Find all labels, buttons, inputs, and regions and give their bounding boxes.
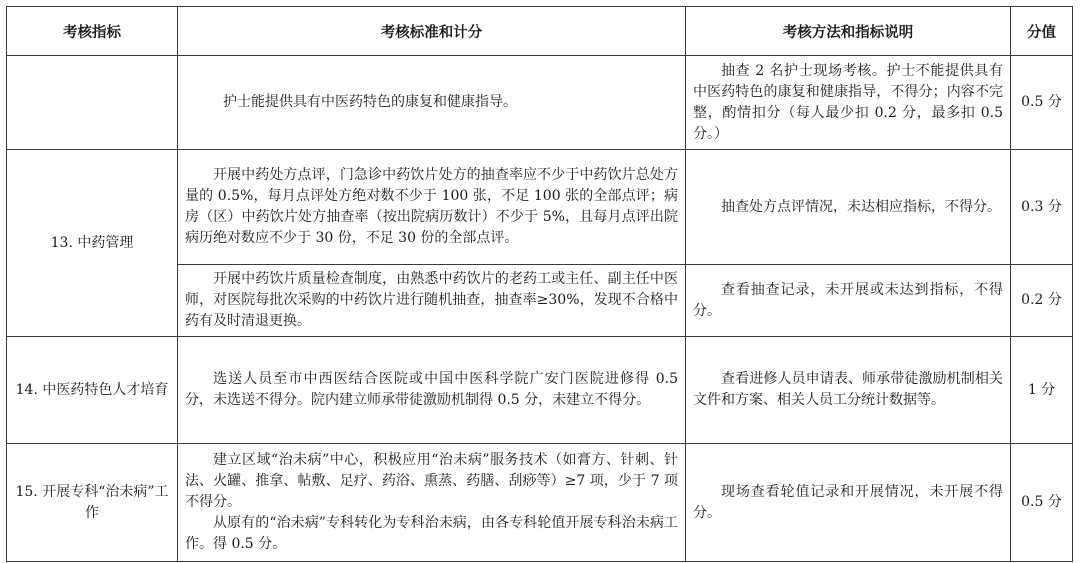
standard-cell xyxy=(178,337,686,444)
score-cell: 0.5 分 xyxy=(1011,56,1073,150)
table-row xyxy=(7,56,1073,150)
method-cell: 现场查看轮值记录和开展情况，未开展不得分。 xyxy=(686,444,1011,562)
standard-cell xyxy=(178,150,686,265)
score-cell: 1 分 xyxy=(1011,337,1073,444)
indicator-cell: 13. 中药管理 xyxy=(7,150,178,337)
indicator-cell xyxy=(7,56,178,150)
standard-cell xyxy=(178,444,686,562)
table-row xyxy=(7,444,1073,562)
indicator-cell: 14. 中医药特色人才培育 xyxy=(7,337,178,444)
header-score: 分值 xyxy=(1011,7,1073,56)
score-cell: 0.2 分 xyxy=(1011,265,1073,337)
indicator-cell: 15. 开展专科“治未病”工作 xyxy=(7,444,178,562)
method-cell: 抽查 2 名护士现场考核。护士不能提供具有中医药特色的康复和健康指导，不得分；内容不完整，酌情扣分（每人最少扣 0.2 分，最多扣 0.5 分。） xyxy=(686,56,1011,150)
standard-text: 开展中药处方点评，门急诊中药饮片处方的抽查率应不少于中药饮片总处方量的 0.5%，每月点评处方绝对数不少于 100 张，不足 100 张的全部点评；病房（区）中药饮片处方抽查率（按出院病历数计）不少于 5%，且每月点评出院病历绝对数应不少于 30 份，不足 30 份的全部点评。 xyxy=(185,167,678,246)
standard-text: 建立区域“治未病”中心，积极应用“治未病”服务技术（如膏方、针刺、针法、火罐、推拿、帖敷、足疗、药浴、熏蒸、药膳、刮痧等）≥7 项，少于 7 项不得分。 xyxy=(185,452,678,510)
standard-cell xyxy=(178,56,686,150)
header-method: 考核方法和指标说明 xyxy=(686,7,1011,56)
table-row xyxy=(7,150,1073,265)
table-row xyxy=(7,337,1073,444)
score-cell: 0.3 分 xyxy=(1011,150,1073,265)
method-cell: 查看抽查记录，未开展或未达到指标，不得分。 xyxy=(686,265,1011,337)
header-standard: 考核标准和计分 xyxy=(178,7,686,56)
table-header-row xyxy=(7,7,1073,56)
standard-text: 开展中药饮片质量检查制度，由熟悉中药饮片的老药工或主任、副主任中医师，对医院每批次采购的中药饮片进行随机抽查，抽查率≥30%，发现不合格中药有及时清退更换。 xyxy=(185,271,678,329)
score-cell: 0.5 分 xyxy=(1011,444,1073,562)
method-cell: 查看进修人员申请表、师承带徒激励机制相关文件和方案、相关人员工分统计数据等。 xyxy=(686,337,1011,444)
assessment-table xyxy=(6,6,1073,562)
method-cell: 抽查处方点评情况，未达相应指标，不得分。 xyxy=(686,150,1011,265)
header-indicator: 考核指标 xyxy=(7,7,178,56)
standard-text: 选送人员至市中西医结合医院或中国中医科学院广安门医院进修得 0.5 分，未选送不得分。院内建立师承带徒激励机制得 0.5 分，未建立不得分。 xyxy=(185,371,678,408)
standard-text: 从原有的“治未病”专科转化为专科治未病，由各专科轮值开展专科治未病工作。得 0.5 分。 xyxy=(185,515,678,552)
standard-text: 护士能提供具有中医药特色的康复和健康指导。 xyxy=(223,94,517,110)
standard-cell xyxy=(178,265,686,337)
